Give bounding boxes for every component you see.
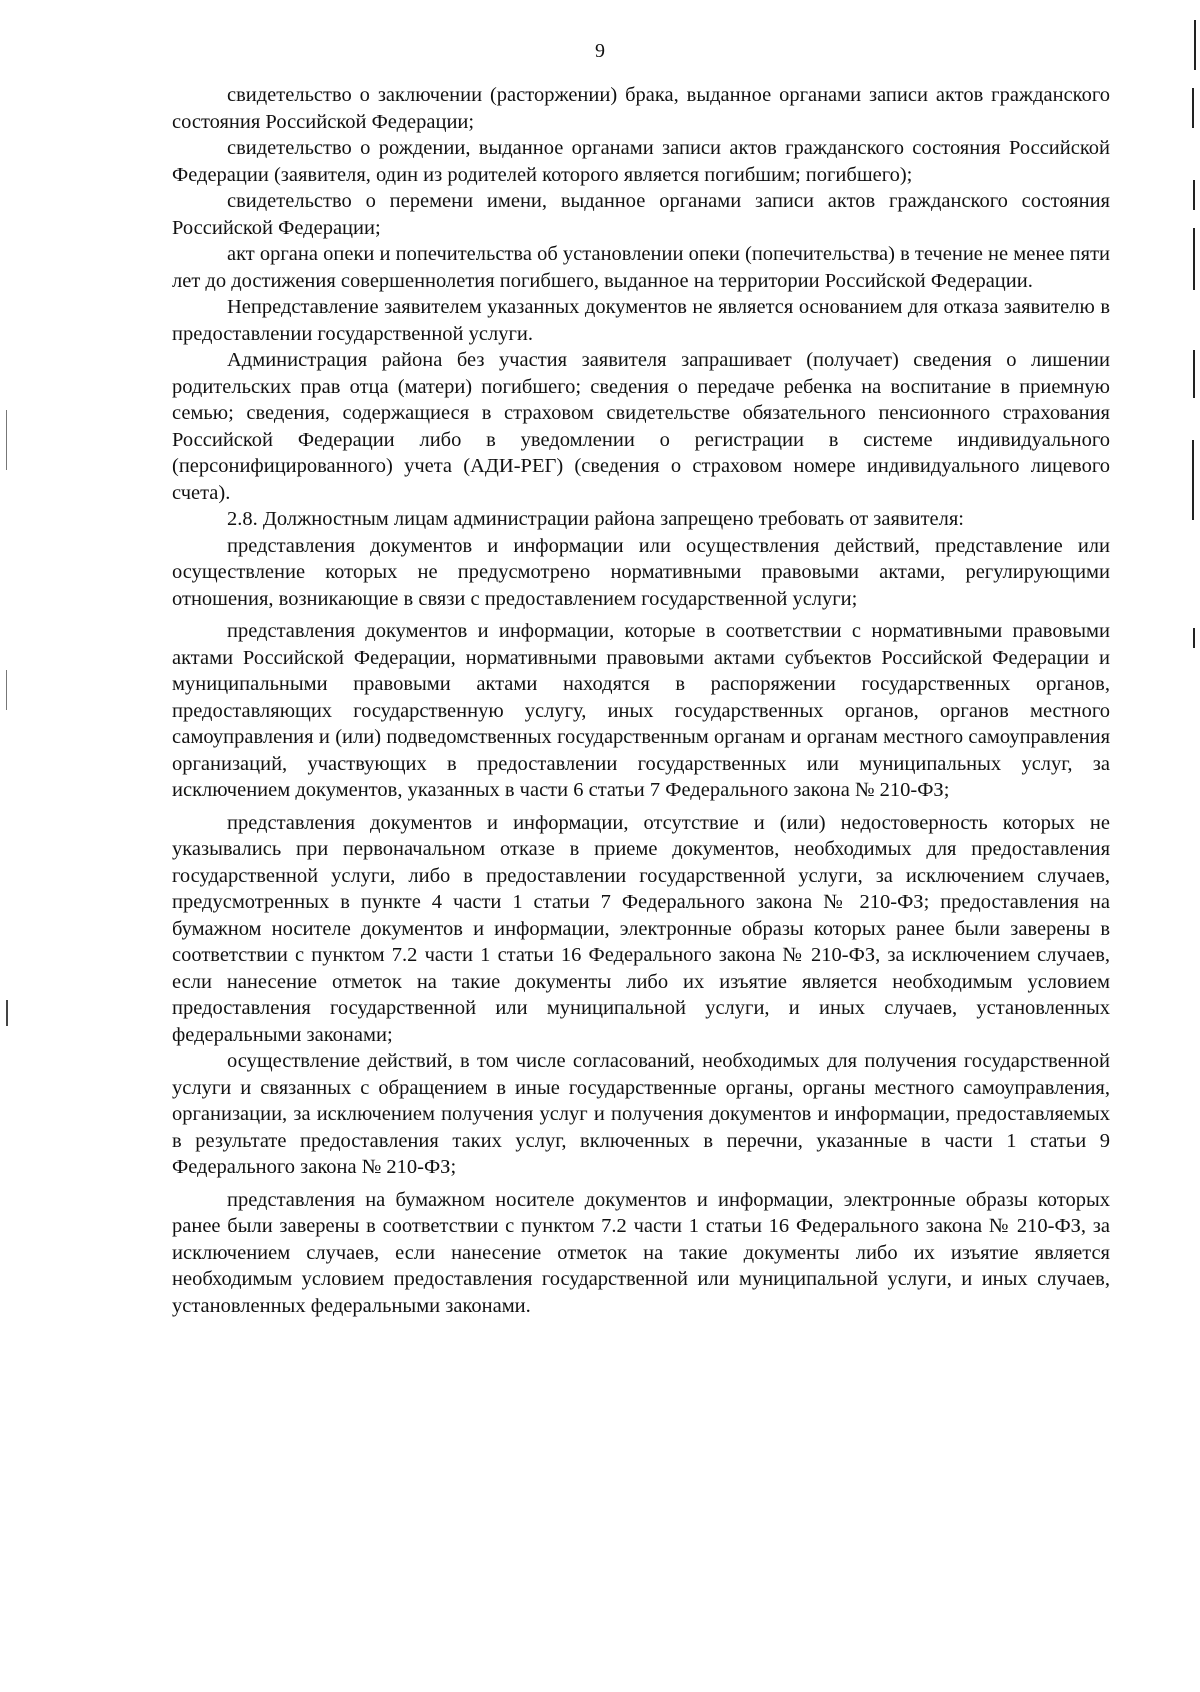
paragraph-prohibition-5: представления на бумажном носителе документов и информации, электронные образы которых ранее были заверены в соответствии с пунктом 7.2 части 1 статьи 16 Федерального закона № 210-ФЗ, за исключением случаев, если нанесение отметок на такие документы либо их изъятие является необходимым условием предоставления государственной или муниципальной услуги, и иных случаев, установленных федеральными законами. — [172, 1188, 1110, 1317]
paragraph-birth-certificate: свидетельство о рождении, выданное органами записи актов гражданского состояния Российской Федерации (заявителя, один из родителей которого является погибшим; погибшего); — [172, 137, 1110, 186]
scan-edge-mark — [6, 670, 7, 710]
paragraph-prohibition-3: представления документов и информации, отсутствие и (или) недостоверность которых не указывались при первоначальном отказе в приеме документов, необходимых для предоставления государственной услуги, либо в предоставлении государственной услуги, за исключением случаев, предусмотренных в пункте 4 части 1 статьи 7 Федерального закона № 210-ФЗ; предоставления на бумажном носителе документов и информации, электронные образы которых ранее были заверены в соответствии с пунктом 7.2 части 1 статьи 16 Федерального закона № 210-ФЗ, за исключением случаев, если нанесение отметок на такие документы либо их изъятие является необходимым условием предоставления государственной или муниципальной услуги, и иных случаев, установленных федеральными законами; — [172, 811, 1110, 1046]
scan-edge-mark — [1193, 228, 1195, 290]
paragraph-prohibition-4: осуществление действий, в том числе согласований, необходимых для получения государственной услуги и связанных с обращением в иные государственные органы, органы местного самоуправления, организации, за исключением получения услуг и получения документов и информации, предоставляемых в результате предоставления таких услуг, включенных в перечни, указанные в части 1 статьи 9 Федерального закона № 210-ФЗ; — [172, 1050, 1110, 1178]
scan-edge-mark — [1192, 440, 1194, 520]
document-body — [172, 82, 1110, 1319]
paragraph-guardianship-act: акт органа опеки и попечительства об установлении опеки (попечительства) в течение не менее пяти лет до достижения совершеннолетия погибшего, выданное на территории Российской Федерации. — [172, 243, 1110, 292]
paragraph-prohibition-2: представления документов и информации, которые в соответствии с нормативными правовыми актами Российской Федерации, нормативными правовыми актами субъектов Российской Федерации и муниципальными правовыми актами находятся в распоряжении государственных органов, предоставляющих государственную услугу, иных государственных органов, органов местного самоуправления и (или) подведомственных государственным органам и органам местного самоуправления организаций, участвующих в предоставлении государственных или муниципальных услуг, за исключением документов, указанных в части 6 статьи 7 Федерального закона № 210-ФЗ; — [172, 620, 1110, 801]
paragraph-section-2-8: 2.8. Должностным лицам администрации района запрещено требовать от заявителя: — [227, 508, 964, 530]
paragraph-district-administration-requests: Администрация района без участия заявителя запрашивает (получает) сведения о лишении родительских прав отца (матери) погибшего; сведения о передаче ребенка на воспитание в приемную семью; сведения, содержащиеся в страховом свидетельстве обязательного пенсионного страхования Российской Федерации либо в уведомлении о регистрации в системе индивидуального (персонифицированного) учета (АДИ-РЕГ) (сведения о страховом номере индивидуального лицевого счета). — [172, 349, 1110, 504]
scan-edge-mark — [6, 1000, 8, 1026]
scan-edge-mark — [1192, 88, 1194, 128]
scan-edge-mark — [1194, 20, 1196, 70]
page-number: 9 — [595, 40, 605, 62]
paragraph-name-change-certificate: свидетельство о перемени имени, выданное органами записи актов гражданского состояния Российской Федерации; — [172, 190, 1110, 239]
scan-edge-mark — [1193, 628, 1195, 648]
paragraph-prohibition-1: представления документов и информации или осуществления действий, представление или осуществление которых не предусмотрено нормативными правовыми актами, регулирующими отношения, возникающие в связи с предоставлением государственной услуги; — [172, 534, 1110, 610]
scan-edge-mark — [1193, 180, 1195, 210]
scan-edge-mark — [1193, 350, 1195, 398]
paragraph-non-submission: Непредставление заявителем указанных документов не является основанием для отказа заявителю в предоставлении государственной услуги. — [172, 296, 1110, 345]
scan-edge-mark — [6, 410, 7, 470]
paragraph-marriage-certificate: свидетельство о заключении (расторжении) брака, выданное органами записи актов гражданского состояния Российской Федерации; — [172, 84, 1110, 133]
